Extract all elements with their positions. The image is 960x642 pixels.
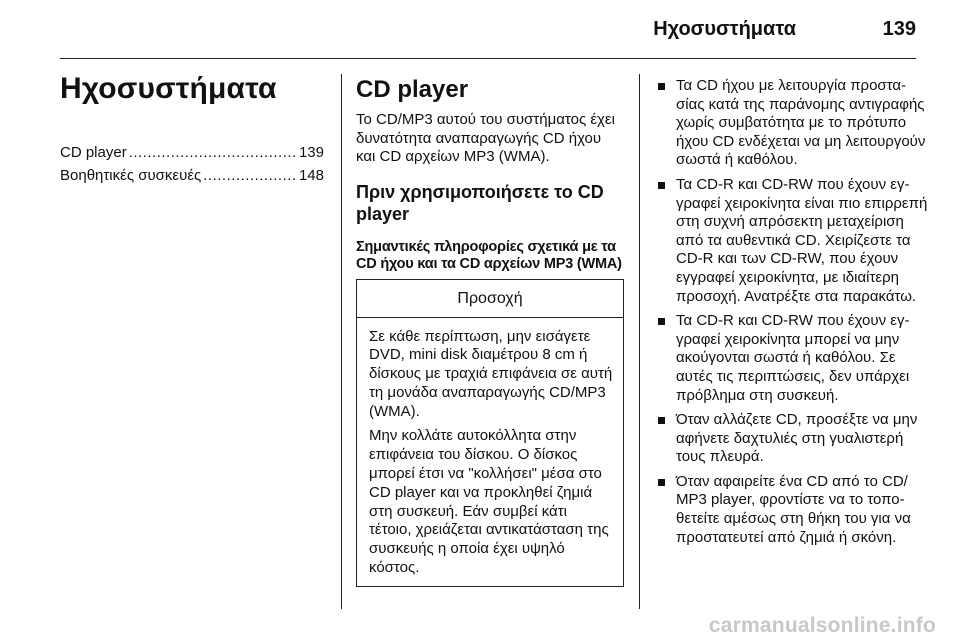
- toc-leader-dots: [203, 165, 297, 186]
- bullet-item: [656, 473, 928, 547]
- intro-paragraph: Το CD/MP3 αυτού του συστήματος έχει δυνατότητα αναπαραγωγής CD ήχου και CD αρχείων MP3 (WMA).: [356, 111, 615, 165]
- bullet-text: Τα CD-R και CD-RW που έχουν εγγραφεί χειροκίνητα μπορεί να μην ακούγονται σωστά ή καθόλου. Σε αυτές τις περιπτώσεις, δεν υπάρχει πρόβλημα στη συσκευή.: [676, 312, 910, 404]
- bullet-item: [656, 77, 928, 170]
- subsection-title: Πριν χρησιμοποιήσετε το CD player: [356, 181, 604, 224]
- subsubsection-title: Σημαντικές πληροφορίες σχετικά με τα CD ήχου και τα CD αρχείων MP3 (WMA): [356, 238, 622, 272]
- caution-box: [356, 279, 624, 587]
- bullet-text: Όταν αφαιρείτε ένα CD από το CD/ MP3 player, φροντίστε να το τοποθετείτε αμέσως στη θήκη του για να προστατευτεί από ζημιά ή σκόνη.: [676, 472, 911, 546]
- running-head: [60, 16, 916, 46]
- bullet-text: Όταν αλλάζετε CD, προσέξτε να μην αφήνετε δαχτυλιές στη γυαλιστερή τους πλευρά.: [676, 411, 918, 466]
- column-divider: [639, 74, 640, 609]
- square-bullet-icon: [658, 83, 665, 90]
- watermark: carmanualsonline.info: [708, 614, 936, 637]
- caution-paragraph: Σε κάθε περίπτωση, μην εισάγετε DVD, mini disk διαμέτρου 8 cm ή δίσκους με τραχιά επιφάνεια σε αυτή τη μονάδα αναπαραγωγής CD/MP3 (WMA).: [369, 327, 613, 420]
- caution-heading: Προσοχή: [357, 280, 623, 318]
- bullet-text: Τα CD ήχου με λειτουργία προστασίας κατά της παράνομης αντιγραφής χωρίς συμβατότητα με το πρότυπο ήχου CD ενδέχεται να μη λειτουργούν σωστά ή καθόλου.: [676, 77, 926, 169]
- toc-entry[interactable]: [60, 142, 324, 163]
- toc-leader-dots: [129, 142, 297, 163]
- toc-entry-page: 139: [298, 144, 324, 161]
- header-rule: [60, 58, 916, 59]
- column-divider: [341, 74, 342, 609]
- square-bullet-icon: [658, 417, 665, 424]
- page-number: 139: [882, 18, 916, 40]
- bullet-item: [656, 411, 928, 467]
- toc-entry-label: CD player: [60, 144, 127, 161]
- table-of-contents: [60, 142, 324, 186]
- running-head-title: Ηχοσυστήματα: [653, 18, 796, 40]
- right-column: [656, 77, 928, 553]
- toc-entry-label: Βοηθητικές συσκευές: [60, 167, 202, 184]
- section-title: CD player: [356, 76, 469, 103]
- chapter-title: Ηχοσυστήματα: [60, 72, 277, 105]
- bullet-text: Τα CD-R και CD-RW που έχουν εγγραφεί χειροκίνητα είναι πιο επιρρεπή στη συχνή απρόσεκτη μεταχείριση από τα αυθεντικά CD. Χειρίζεστε τα CD-R και των CD-RW, που έχουν εγγραφεί χειροκίνητα, με ιδιαίτερη προσοχή. Ανατρέξτε στα παρακάτω.: [676, 175, 928, 305]
- square-bullet-icon: [658, 182, 665, 189]
- square-bullet-icon: [658, 479, 665, 486]
- bullet-item: [656, 176, 928, 306]
- toc-entry[interactable]: [60, 165, 324, 186]
- bullet-item: [656, 312, 928, 405]
- left-column: [60, 72, 324, 188]
- caution-body: [357, 318, 623, 586]
- caution-paragraph: Μην κολλάτε αυτοκόλλητα στην επιφάνεια του δίσκου. Ο δίσκος μπορεί έτσι να "κολλήσει" μέσα στο CD player και να προκληθεί ζημιά στη συσκευή. Εάν συμβεί κάτι τέτοιο, χρειάζεται αντικατάσταση της συσκευής η οποία έχει υψηλό κόστος.: [369, 427, 609, 577]
- square-bullet-icon: [658, 318, 665, 325]
- middle-column: [356, 76, 624, 587]
- toc-entry-page: 148: [298, 167, 324, 184]
